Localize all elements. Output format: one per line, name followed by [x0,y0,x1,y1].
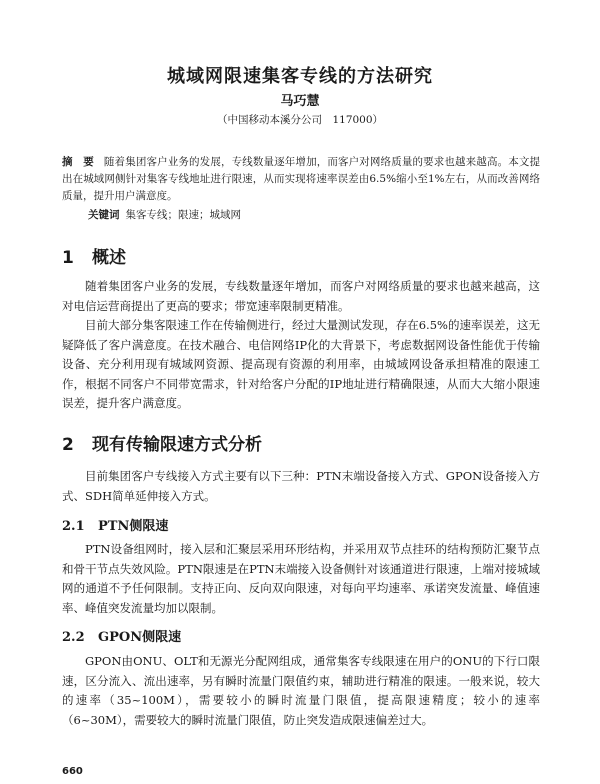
subsection-2-1-heading [62,515,168,534]
subsection-number: 2.2 [62,630,85,645]
paper-title: 城域网限速集客专线的方法研究 [167,66,433,87]
subsection-2-2-heading [62,626,181,645]
paragraph: GPON由ONU、OLT和无源光分配网组成，通常集客专线限速在用户的ONU的下行口限速，区分流入、流出速率，另有瞬时流量门限值约束，辅助进行精准的限速。一般来说，较大的速率（35~100M），需要较小的瞬时流量门限值，提高限速精度；较小的速率（6~30M），需要较大的瞬时流量门限值，防止突发造成限速偏差过大。 [62,654,540,727]
paragraph: PTN设备组网时，接入层和汇聚层采用环形结构，并采用双节点挂环的结构预防汇聚节点和骨干节点失效风险。PTN限速是在PTN末端接入设备侧针对该通道进行限速，上端对接城域网的通道不予任何限制。支持正向、反向双向限速，对每向平均速率、承诺突发流量、峰值速率、峰值突发流量均加以限制。 [62,542,540,615]
keywords [88,207,538,222]
paragraph: 随着集团客户业务的发展，专线数量逐年增加，而客户对网络质量的要求也越来越高，这对电信运营商提出了更高的要求；带宽速率限制更精准。 [62,279,540,313]
author-affiliation: （中国移动本溪分公司 117000） [216,114,384,126]
section-1-heading [62,243,126,268]
section-number: 1 [62,248,74,268]
subsection-title: GPON侧限速 [98,630,182,645]
subsection-number: 2.1 [62,519,85,534]
keywords-label: 关键词 [88,209,120,221]
paragraph: 目前集团客户专线接入方式主要有以下三种：PTN末端设备接入方式、GPON设备接入方式、SDH简单延伸接入方式。 [62,469,540,503]
paragraph: 目前大部分集客限速工作在传输侧进行，经过大量测试发现，存在6.5%的速率误差，这无疑降低了客户满意度。在技术融合、电信网络IP化的大背景下，考虑数据网设备性能优于传输设备、充分利用现有城域网资源、提高现有资源的利用率，由城域网设备承担精准的限速工作，根据不同客户不同带宽需求，针对给客户分配的IP地址进行精确限速，从而大大缩小限速误差，提升客户满意度。 [62,318,540,410]
section-title: 概述 [92,248,126,268]
page-number: 660 [62,766,83,777]
section-title: 现有传输限速方式分析 [92,435,262,455]
abstract [62,154,540,205]
section-2-heading [62,430,262,455]
abstract-text: 随着集团客户业务的发展，专线数量逐年增加，而客户对网络质量的要求也越来越高。本文提出在城域网侧针对集客专线地址进行限速，从而实现将速率误差由6.5%缩小至1%左右，从而改善网络质量，提升用户满意度。 [62,156,541,202]
section-number: 2 [62,435,74,455]
author-name: 马巧慧 [280,94,320,109]
subsection-title: PTN侧限速 [98,519,169,534]
keywords-text: 集客专线；限速；城域网 [125,209,241,221]
abstract-label: 摘 要 [62,156,94,168]
